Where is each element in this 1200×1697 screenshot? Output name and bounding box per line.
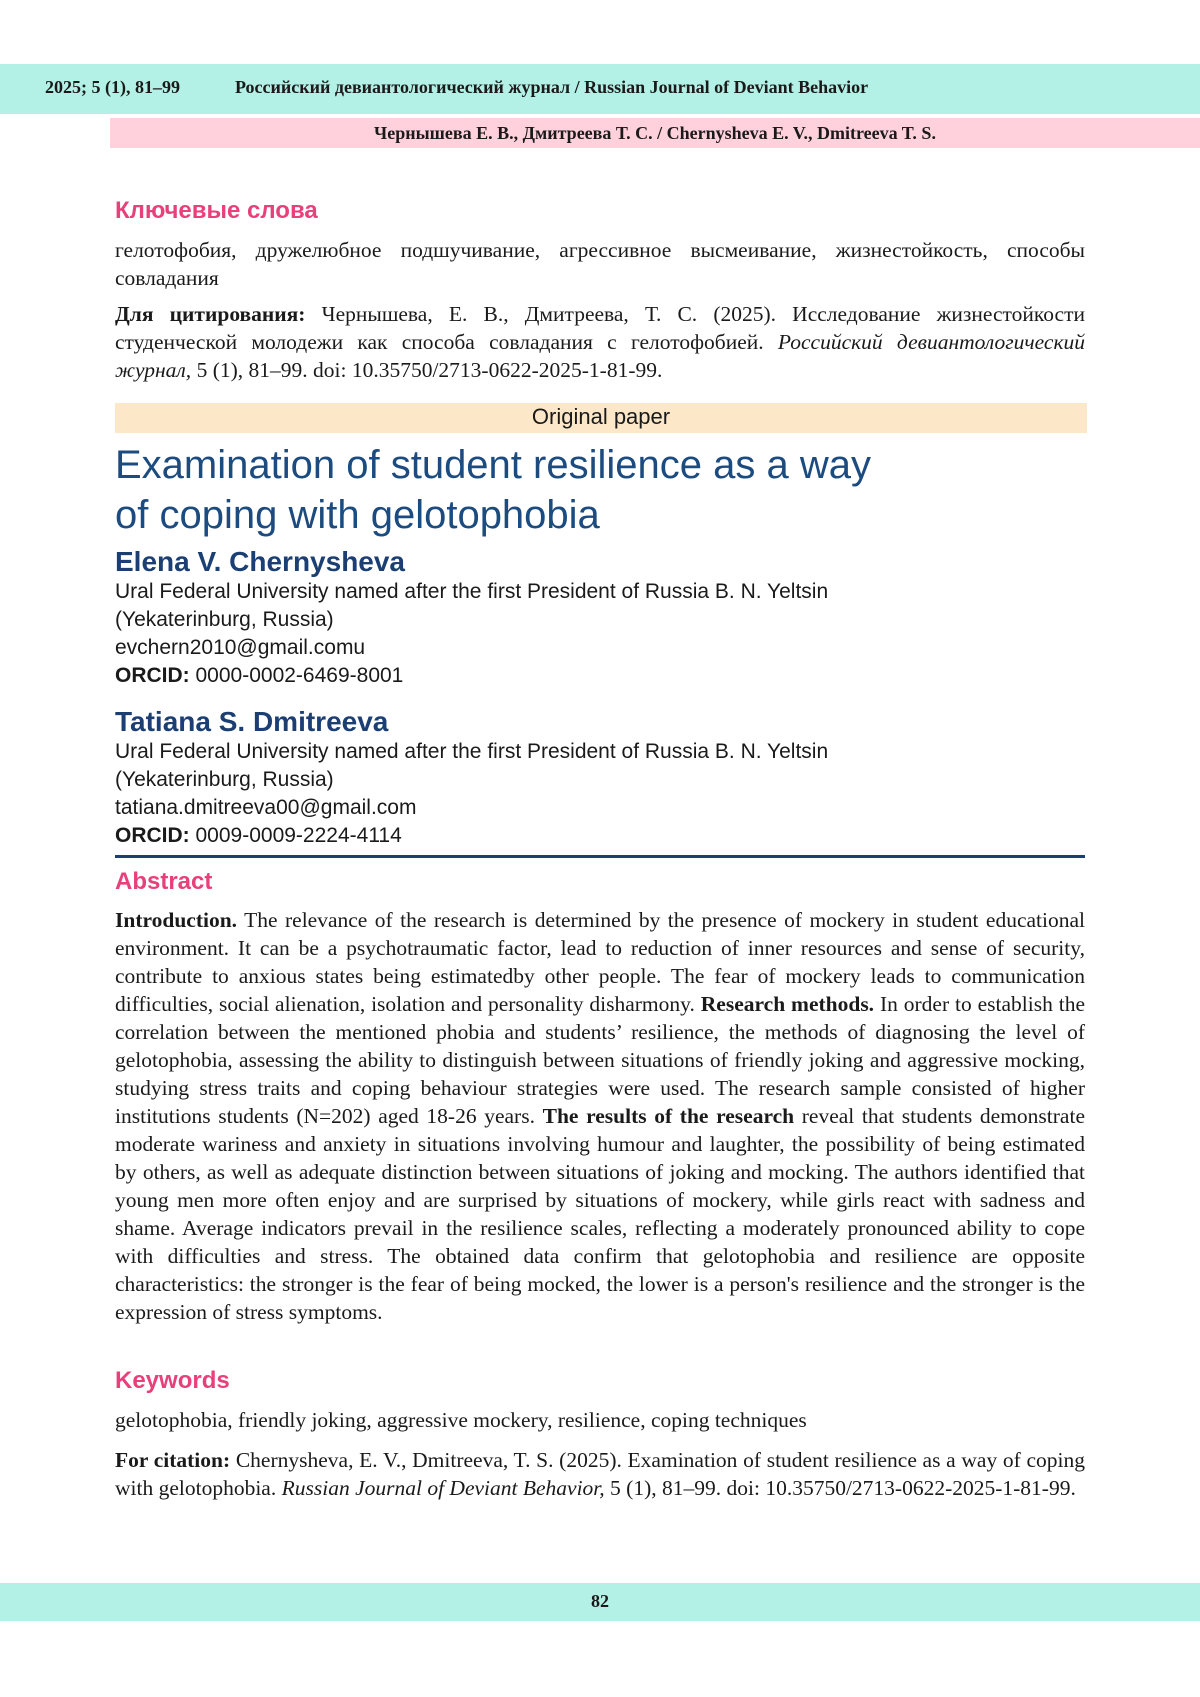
abstract-results-text: reveal that students demonstrate moderate wariness and anxiety in situations involving humour and laughter, the possibility of being estimated by others, as well as adequate distinction between situations of joking and mocking. The authors identified that young men more often enjoy and are surprised by situations of mockery, while girls react with sadness and shame. Average indicators prevail in the resilience scales, reflecting a moderately pronounced ability to cope with difficulties and stress. The obtained data confirm that gelotophobia and resilience are opposite characteristics: the stronger is the fear of being mocked, the lower is a person's resilience and the stronger is the expression of stress symptoms. bbox=[115, 1104, 1085, 1324]
author-1-location: (Yekaterinburg, Russia) bbox=[115, 608, 334, 631]
author-1-orcid-value[interactable]: 0000-0002-6469-8001 bbox=[189, 664, 404, 687]
en-citation-tail: 5 (1), 81–99. doi: 10.35750/2713-0622-2025-1-81-99. bbox=[604, 1476, 1076, 1500]
en-citation-journal: Russian Journal of Deviant Behavior, bbox=[281, 1476, 605, 1500]
author-2-email[interactable]: tatiana.dmitreeva00@gmail.com bbox=[115, 796, 417, 819]
en-citation-text: Chernysheva, E. V., Dmitreeva, T. S. (2025). Examination of student resilience as a way of coping with gelotophobia. bbox=[115, 1448, 1085, 1500]
author-2-details bbox=[115, 738, 1085, 850]
paper-type: Original paper bbox=[531, 404, 671, 429]
ru-keywords-text: гелотофобия, дружелюбное подшучивание, агрессивное высмеивание, жизнестойкость, способы совладания bbox=[115, 238, 1085, 290]
abstract-heading: Abstract bbox=[115, 868, 213, 895]
abstract-intro-text: The relevance of the research is determined by the presence of mockery in student educational environment. It can be a psychotraumatic factor, lead to reduction of inner resources and sense of security, contribute to anxious states being estimatedby other people. The fear of mockery leads to communication difficulties, social alienation, isolation and personality disharmony. bbox=[115, 908, 1085, 1016]
en-keywords-text: gelotophobia, friendly joking, aggressive mockery, resilience, coping techniques bbox=[115, 1408, 807, 1432]
author-2-affiliation: Ural Federal University named after the first President of Russia B. N. Yeltsin bbox=[115, 740, 829, 763]
author-1-details bbox=[115, 578, 1085, 690]
paper-title-line2: of coping with gelotophobia bbox=[115, 493, 600, 537]
author-2-orcid bbox=[115, 822, 1085, 850]
en-keywords-heading: Keywords bbox=[115, 1367, 230, 1394]
author-1-affiliation: Ural Federal University named after the first President of Russia B. N. Yeltsin bbox=[115, 580, 829, 603]
author-2-orcid-value[interactable]: 0009-0009-2224-4114 bbox=[189, 824, 402, 847]
orcid-label: ORCID: bbox=[115, 664, 190, 687]
running-authors: Чернышева Е. В., Дмитреева Т. С. / Chernysheva E. V., Dmitreeva T. S. bbox=[374, 123, 936, 143]
abstract-methods-label: Research methods. bbox=[700, 992, 875, 1016]
orcid-label: ORCID: bbox=[115, 824, 190, 847]
ru-keywords-heading: Ключевые слова bbox=[115, 197, 318, 224]
ru-citation-journal: Российский девиантологический журнал, bbox=[115, 330, 1085, 382]
section-divider bbox=[115, 855, 1085, 858]
author-1-orcid bbox=[115, 662, 1085, 690]
author-1-email[interactable]: evchern2010@gmail.comu bbox=[115, 636, 366, 659]
journal-title: Российский девиантологический журнал / Russian Journal of Deviant Behavior bbox=[235, 77, 869, 97]
paper-title-line1: Examination of student resilience as a way bbox=[115, 443, 871, 487]
abstract-text bbox=[115, 906, 1085, 1326]
author-1-name: Elena V. Chernysheva bbox=[115, 546, 406, 577]
abstract-methods-text: In order to establish the correlation between the mentioned phobia and students’ resilience, the methods of diagnosing the level of gelotophobia, assessing the ability to distinguish between situations of friendly joking and aggressive mocking, studying stress traits and coping behaviour strategies were used. The research sample consisted of higher institutions students (N=202) aged 18-26 years. bbox=[115, 992, 1085, 1128]
page-number: 82 bbox=[591, 1591, 609, 1611]
issue-info: 2025; 5 (1), 81–99 bbox=[45, 77, 180, 97]
en-citation bbox=[115, 1446, 1085, 1502]
ru-citation bbox=[115, 300, 1085, 384]
abstract-intro-label: Introduction. bbox=[115, 908, 238, 932]
paper-title bbox=[115, 440, 1015, 540]
author-2-location: (Yekaterinburg, Russia) bbox=[115, 768, 334, 791]
ru-citation-tail: 5 (1), 81–99. doi: 10.35750/2713-0622-2025-1-81-99. bbox=[191, 358, 663, 382]
author-2-name: Tatiana S. Dmitreeva bbox=[115, 706, 389, 737]
en-citation-label: For citation: bbox=[115, 1448, 231, 1472]
ru-citation-text: Чернышева, Е. В., Дмитреева, Т. С. (2025). Исследование жизнестойкости студенческой молодежи как способа совладания с гелотофобией. bbox=[115, 302, 1085, 354]
ru-citation-label: Для цитирования: bbox=[115, 302, 306, 326]
abstract-results-label: The results of the research bbox=[542, 1104, 795, 1128]
